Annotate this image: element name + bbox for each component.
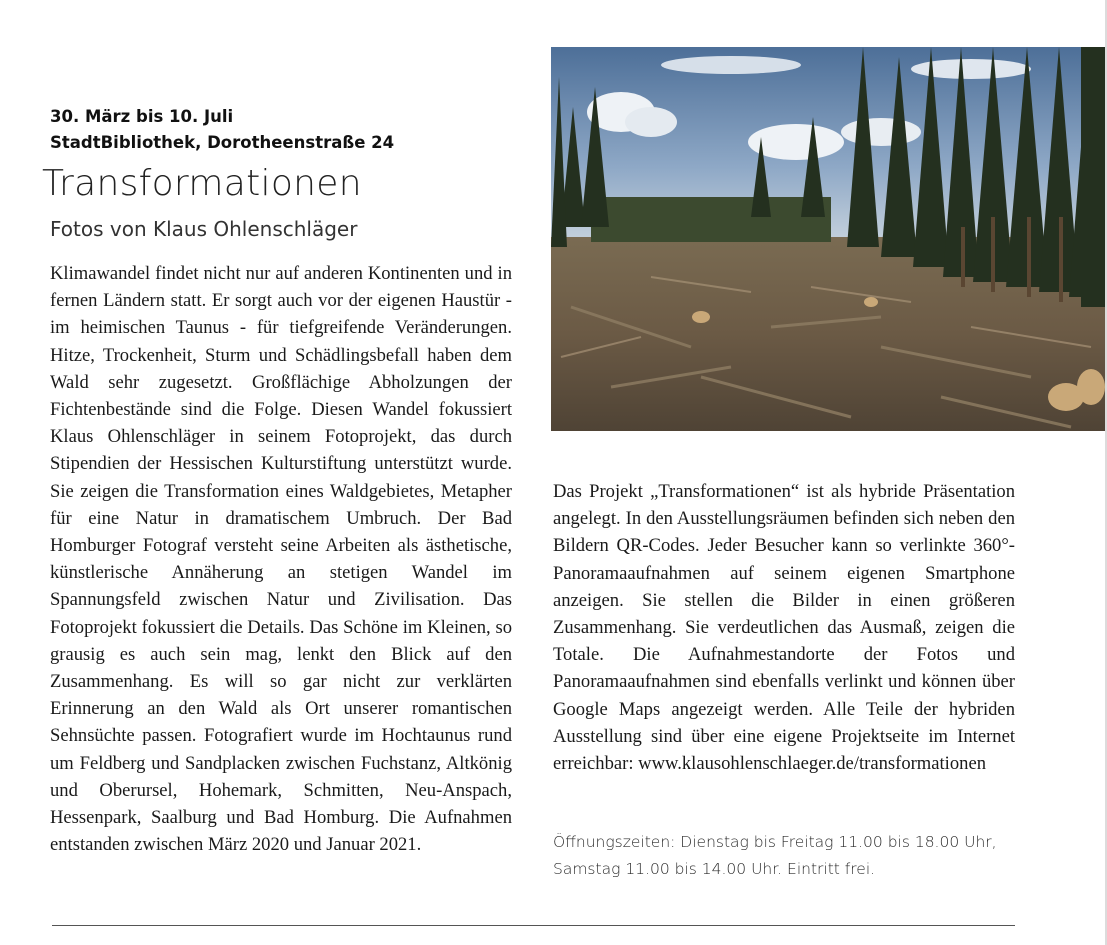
event-info (50, 104, 490, 156)
forest-photo (551, 47, 1107, 431)
article-body-left: Klimawandel findet nicht nur auf anderen Kontinenten und in fernen Ländern statt. Er sorgt auch vor der eigenen Haustür - im heimischen Taunus - für tiefgreifende Veränderungen. Hitze, Trockenheit, Sturm und Schädlingsbefall haben dem Wald sehr zugesetzt. Großflächige Abholzungen der Fichtenbestände sind die Folge. Diesen Wandel fokussiert Klaus Ohlenschläger in seinem Fotoprojekt, das durch Stipendien der Hessischen Kulturstiftung unterstützt wurde. Sie zeigen die Transformation eines Waldgebietes, Metapher für eine Natur in dramatischem Umbruch. Der Bad Homburger Fotograf versteht seine Arbeiten als ästhetische, künstlerische Annäherung an stetigen Wandel im Spannungsfeld zwischen Natur und Zivilisation. Das Fotoprojekt fokussiert die Details. Das Schöne im Kleinen, so grausig es auch sein mag, lenkt den Blick auf den Zusammenhang. Es will so gar nicht zur verklärten Erinnerung an den Wald als Ort unserer romantischen Sehnsüchte passen. Fotografiert wurde im Hochtaunus rund um Feldberg und Sandplacken zwischen Fuchstanz, Altkönig und Oberursel, Hohemark, Schmitten, Neu-Anspach, Hessenpark, Saalburg und Bad Homburg. Die Aufnahmen entstanden zwischen März 2020 und Januar 2021. (50, 263, 512, 856)
event-venue: StadtBibliothek, Dorotheenstraße 24 (50, 133, 395, 152)
article-subtitle: Fotos von Klaus Ohlenschläger (50, 217, 358, 241)
opening-hours-line2: Samstag 11.00 bis 14.00 Uhr. Eintritt frei. (553, 860, 876, 878)
article-body-right: Das Projekt „Transformationen“ ist als hybride Präsentation angelegt. In den Ausstellungsräumen befinden sich neben den Bildern QR-Codes. Jeder Besucher kann so verlinkte 360°-Panoramaaufnahmen auf seinem eigenen Smartphone anzeigen. Sie stellen die Bilder in einen größeren Zusammenhang. Sie verdeutlichen das Ausmaß, zeigen die Totale. Die Aufnahmestandorte der Fotos und Panoramaaufnahmen sind ebenfalls verlinkt und können über Google Maps angezeigt werden. Alle Teile der hybriden Ausstellung sind über eine eigene Projektseite im Internet erreichbar: www.klausohlenschlaeger.de/transformationen (553, 481, 1015, 775)
event-dates: 30. März bis 10. Juli (50, 107, 234, 126)
opening-hours-line1: Öffnungszeiten: Dienstag bis Freitag 11.00 bis 18.00 Uhr, (553, 833, 997, 851)
bottom-divider (52, 925, 1015, 926)
opening-hours (553, 829, 1023, 883)
article-title: Transformationen (42, 163, 362, 204)
